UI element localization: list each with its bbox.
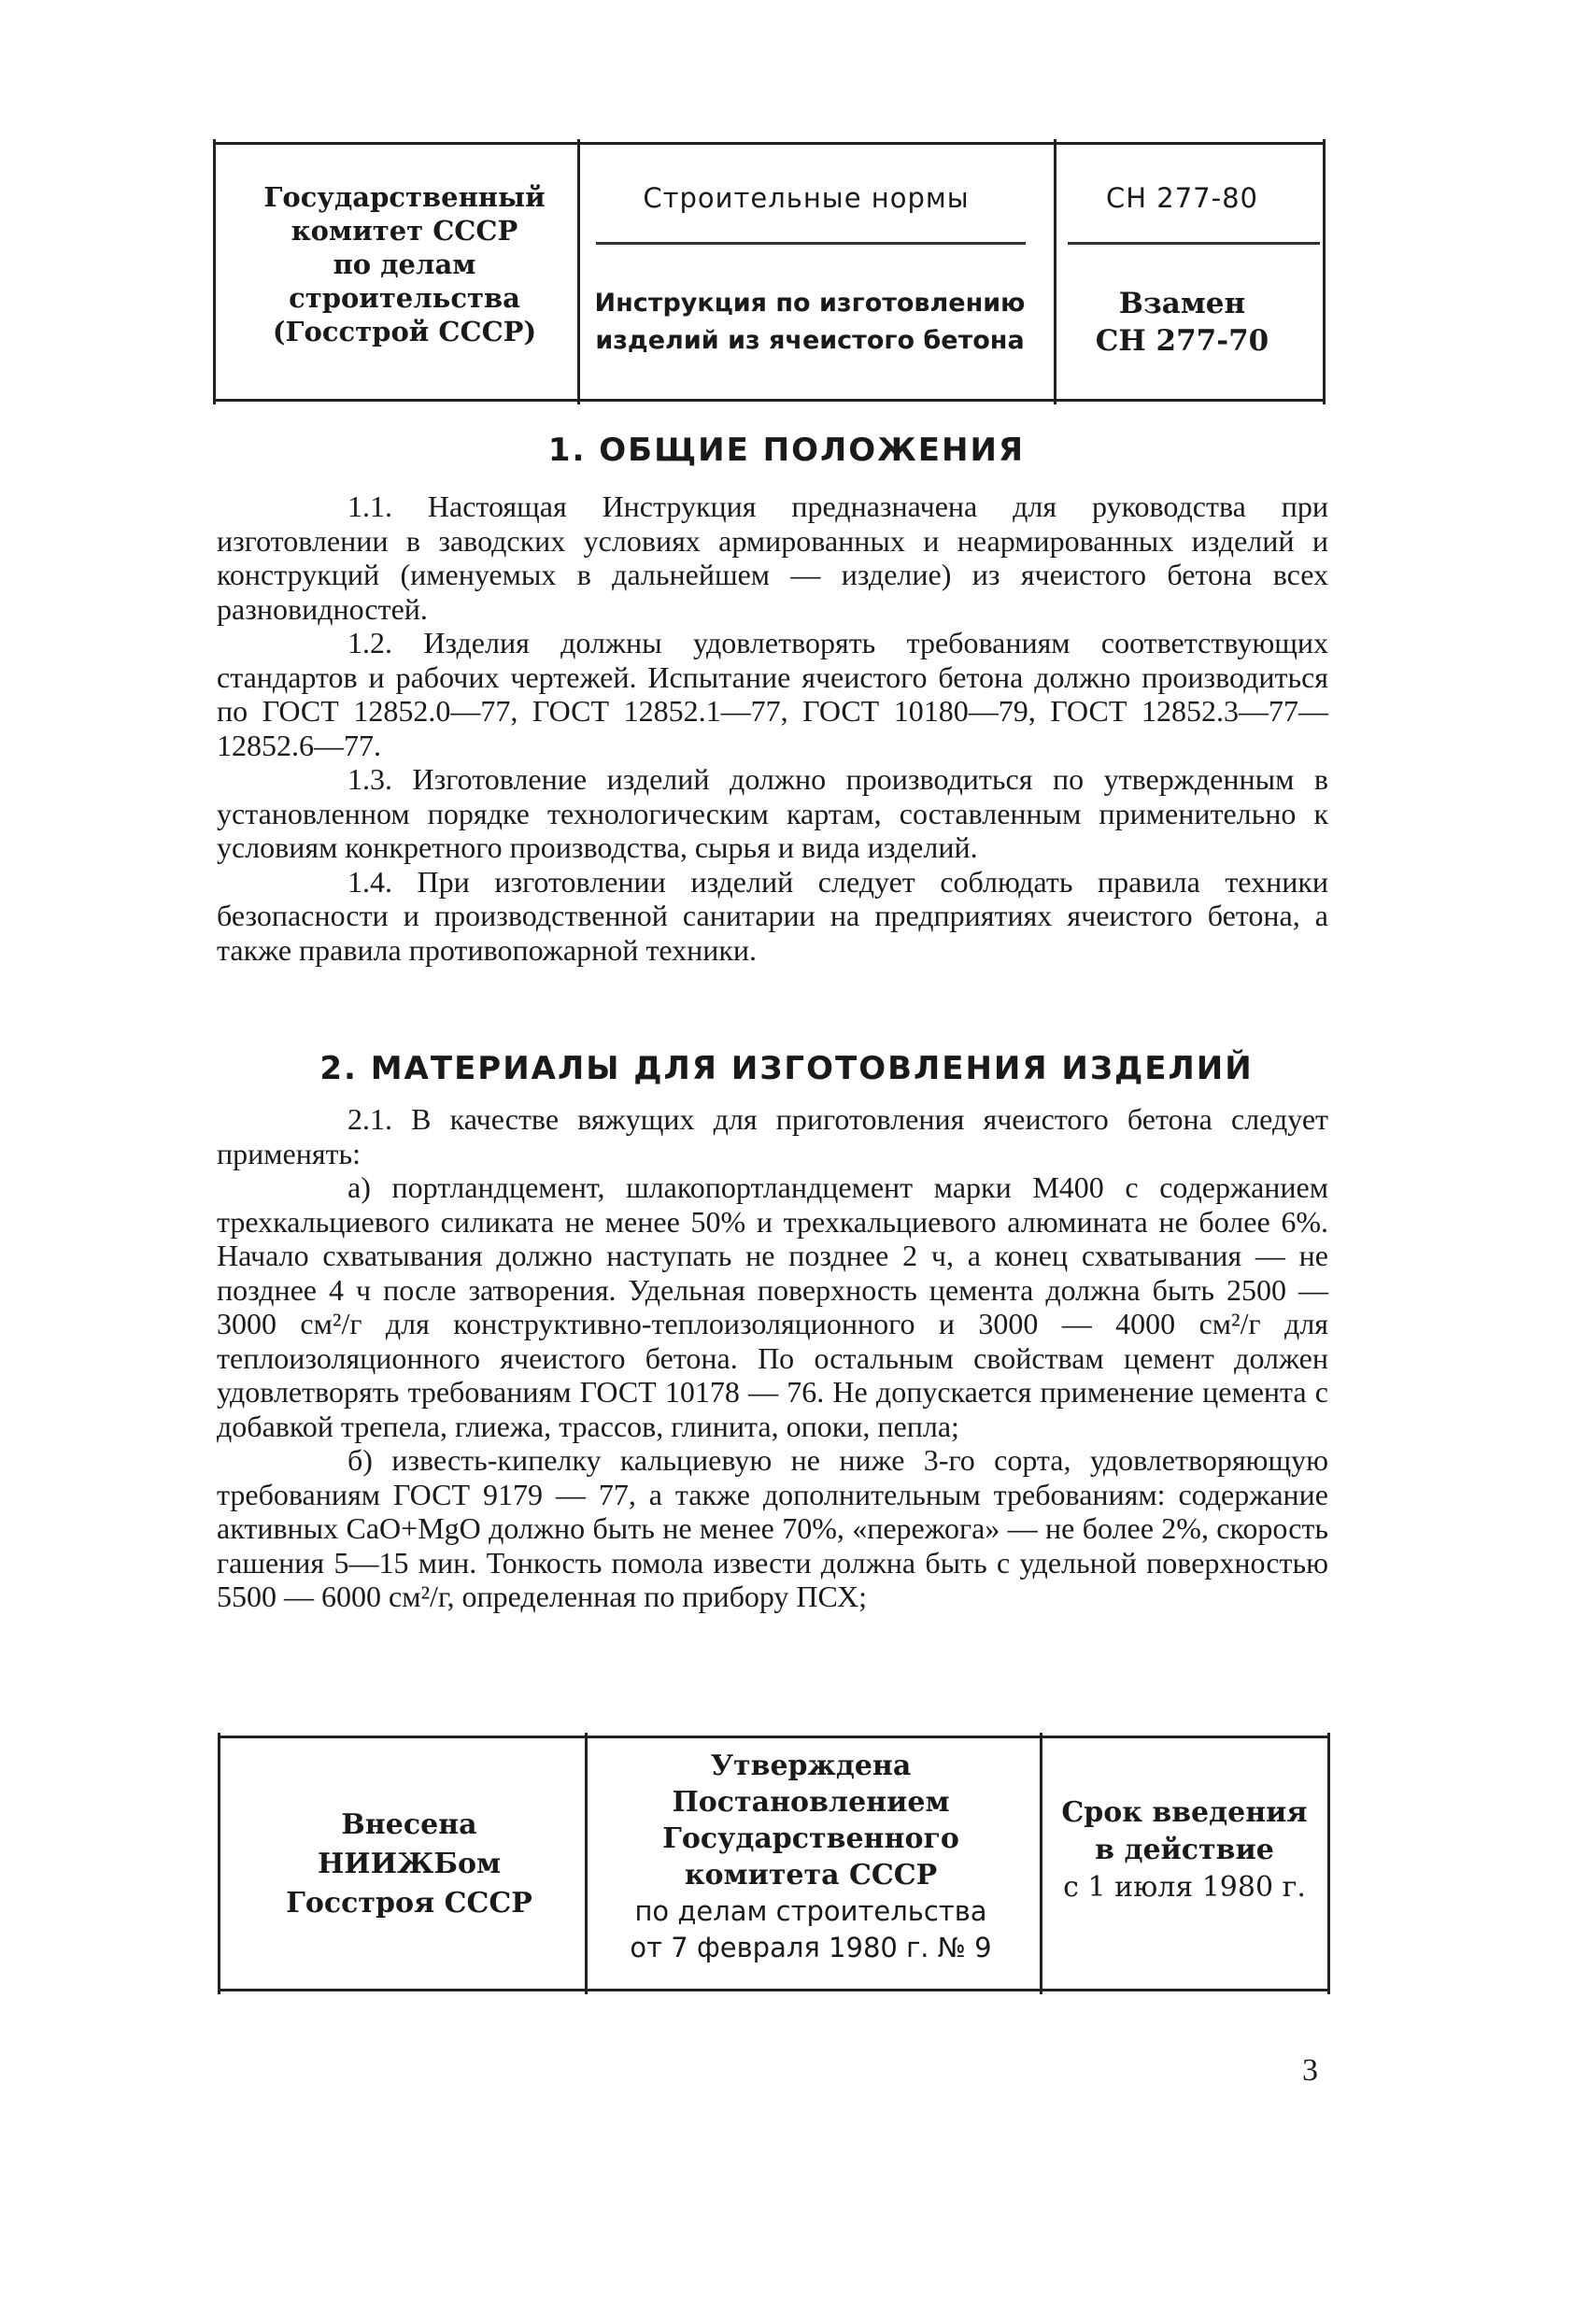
- introduced-by: [227, 1806, 591, 1923]
- section-1-heading: 1. ОБЩИЕ ПОЛОЖЕНИЯ: [547, 432, 1026, 469]
- approved-line: Утверждена: [710, 1750, 912, 1782]
- org-line: комитет СССР: [291, 215, 518, 247]
- effective-date: с 1 июля 1980 г.: [1063, 1871, 1306, 1904]
- paragraph-1-2: 1.2. Изделия должны удовлетворять требованиям соответствующих стандартов и рабочих чертежей. Испытание ячеистого бетона должно производиться по ГОСТ 12852.0—77, ГОСТ 12852.1—77, ГОСТ 10180—79, ГОСТ 12852.3—77—12852.6—77.: [217, 626, 1328, 762]
- title-line: изделий из ячеистого бетона: [595, 326, 1025, 355]
- table-divider: [1054, 139, 1056, 404]
- org-line: Государственный: [263, 181, 546, 213]
- effective-label: Срок введения: [1061, 1796, 1308, 1829]
- cell-divider: [596, 242, 1026, 245]
- page-number: 3: [1302, 2053, 1318, 2088]
- paragraph-2-1-a: а) портландцемент, шлакопортландцемент марки М400 с содержанием трехкальциевого силиката не менее 50% и трехкальциевого алюмината не более 6%. Начало схватывания должно наступать не позднее 2 ч, а конец схватывания — не позднее 4 ч после затворения. Удельная поверхность цемента должна быть 2500 — 3000 см²/г для конструктивно-теплоизоляционного и 3000 — 4000 см²/г для теплоизоляционного ячеистого бетона. По остальным свойствам цемент должен удовлетворять требованиям ГОСТ 10178 — 76. Не допускается применение цемента с добавкой трепела, глиежа, трассов, глинита, опоки, пепла;: [217, 1170, 1328, 1443]
- title-line: Инструкция по изготовлению: [594, 289, 1026, 318]
- document-type: Строительные нормы: [643, 182, 970, 214]
- approved-by: [587, 1748, 1035, 1966]
- replaces-code: [1058, 285, 1306, 360]
- approved-line: по делам строительства: [634, 1895, 987, 1927]
- paragraph-1-1: 1.1. Настоящая Инструкция предназначена для руководства при изготовлении в заводских условиях армированных и неармированных изделий и конструкций (именуемых в дальнейшем — изделие) из ячеистого бетона всех разновидностей.: [217, 489, 1328, 626]
- cell-divider: [1068, 242, 1320, 245]
- footer-table: [218, 1736, 1329, 1991]
- header-table: [213, 142, 1325, 402]
- replaces-line: Взамен: [1118, 287, 1246, 320]
- effective-date-block: [1044, 1794, 1325, 1906]
- issuing-organization: [250, 180, 559, 348]
- document-code: СН 277-80: [1106, 182, 1258, 214]
- paragraph-1-4: 1.4. При изготовлении изделий следует соблюдать правила техники безопасности и производственной санитарии на предприятиях ячеистого бетона, а также правила противопожарной техники.: [217, 864, 1328, 967]
- effective-label: в действие: [1095, 1834, 1274, 1866]
- table-border: [213, 139, 216, 404]
- approved-line: Государственного: [662, 1822, 959, 1855]
- paragraph-2-1-b: б) известь-кипелку кальциевую не ниже 3-го сорта, удовлетворяющую требованиям ГОСТ 9179 — 77, а также дополнительным требованиям: содержание активных CaO+MgO должно быть не менее 70%, «пережога» — не более 2%, скорость гашения 5—15 мин. Тонкость помола извести должна быть с удельной поверхностью 5500 — 6000 см²/г, определенная по прибору ПСХ;: [217, 1443, 1328, 1613]
- table-border: [1323, 139, 1326, 404]
- paragraph-1-3: 1.3. Изготовление изделий должно производиться по утвержденным в установленном порядке технологическим картам, составленным применительно к условиям конкретного производства, сырья и вида изделий.: [217, 762, 1328, 864]
- replaces-line: СН 277-70: [1095, 324, 1269, 358]
- approved-date: от 7 февраля 1980 г. № 9: [630, 1932, 992, 1963]
- section-2-body: [217, 1102, 1328, 1614]
- section-2-heading: 2. МАТЕРИАЛЫ ДЛЯ ИЗГОТОВЛЕНИЯ ИЗДЕЛИЙ: [319, 1050, 1254, 1087]
- org-line: по делам: [333, 248, 476, 280]
- table-border: [1327, 1733, 1330, 1994]
- table-border: [218, 1733, 220, 1994]
- org-line: строительства: [289, 282, 520, 314]
- table-divider: [577, 139, 580, 404]
- paragraph-2-1: 2.1. В качестве вяжущих для приготовления ячеистого бетона следует применять:: [217, 1102, 1328, 1170]
- approved-line: комитета СССР: [684, 1859, 938, 1892]
- introduced-line: Госстроя СССР: [286, 1887, 532, 1920]
- document-title: [590, 285, 1029, 360]
- introduced-line: НИИЖБом: [317, 1848, 502, 1880]
- org-line: (Госстрой СССР): [272, 316, 537, 347]
- table-divider: [1040, 1733, 1042, 1994]
- section-1-body: [217, 489, 1328, 967]
- introduced-line: Внесена: [341, 1808, 477, 1841]
- approved-line: Постановлением: [672, 1786, 950, 1819]
